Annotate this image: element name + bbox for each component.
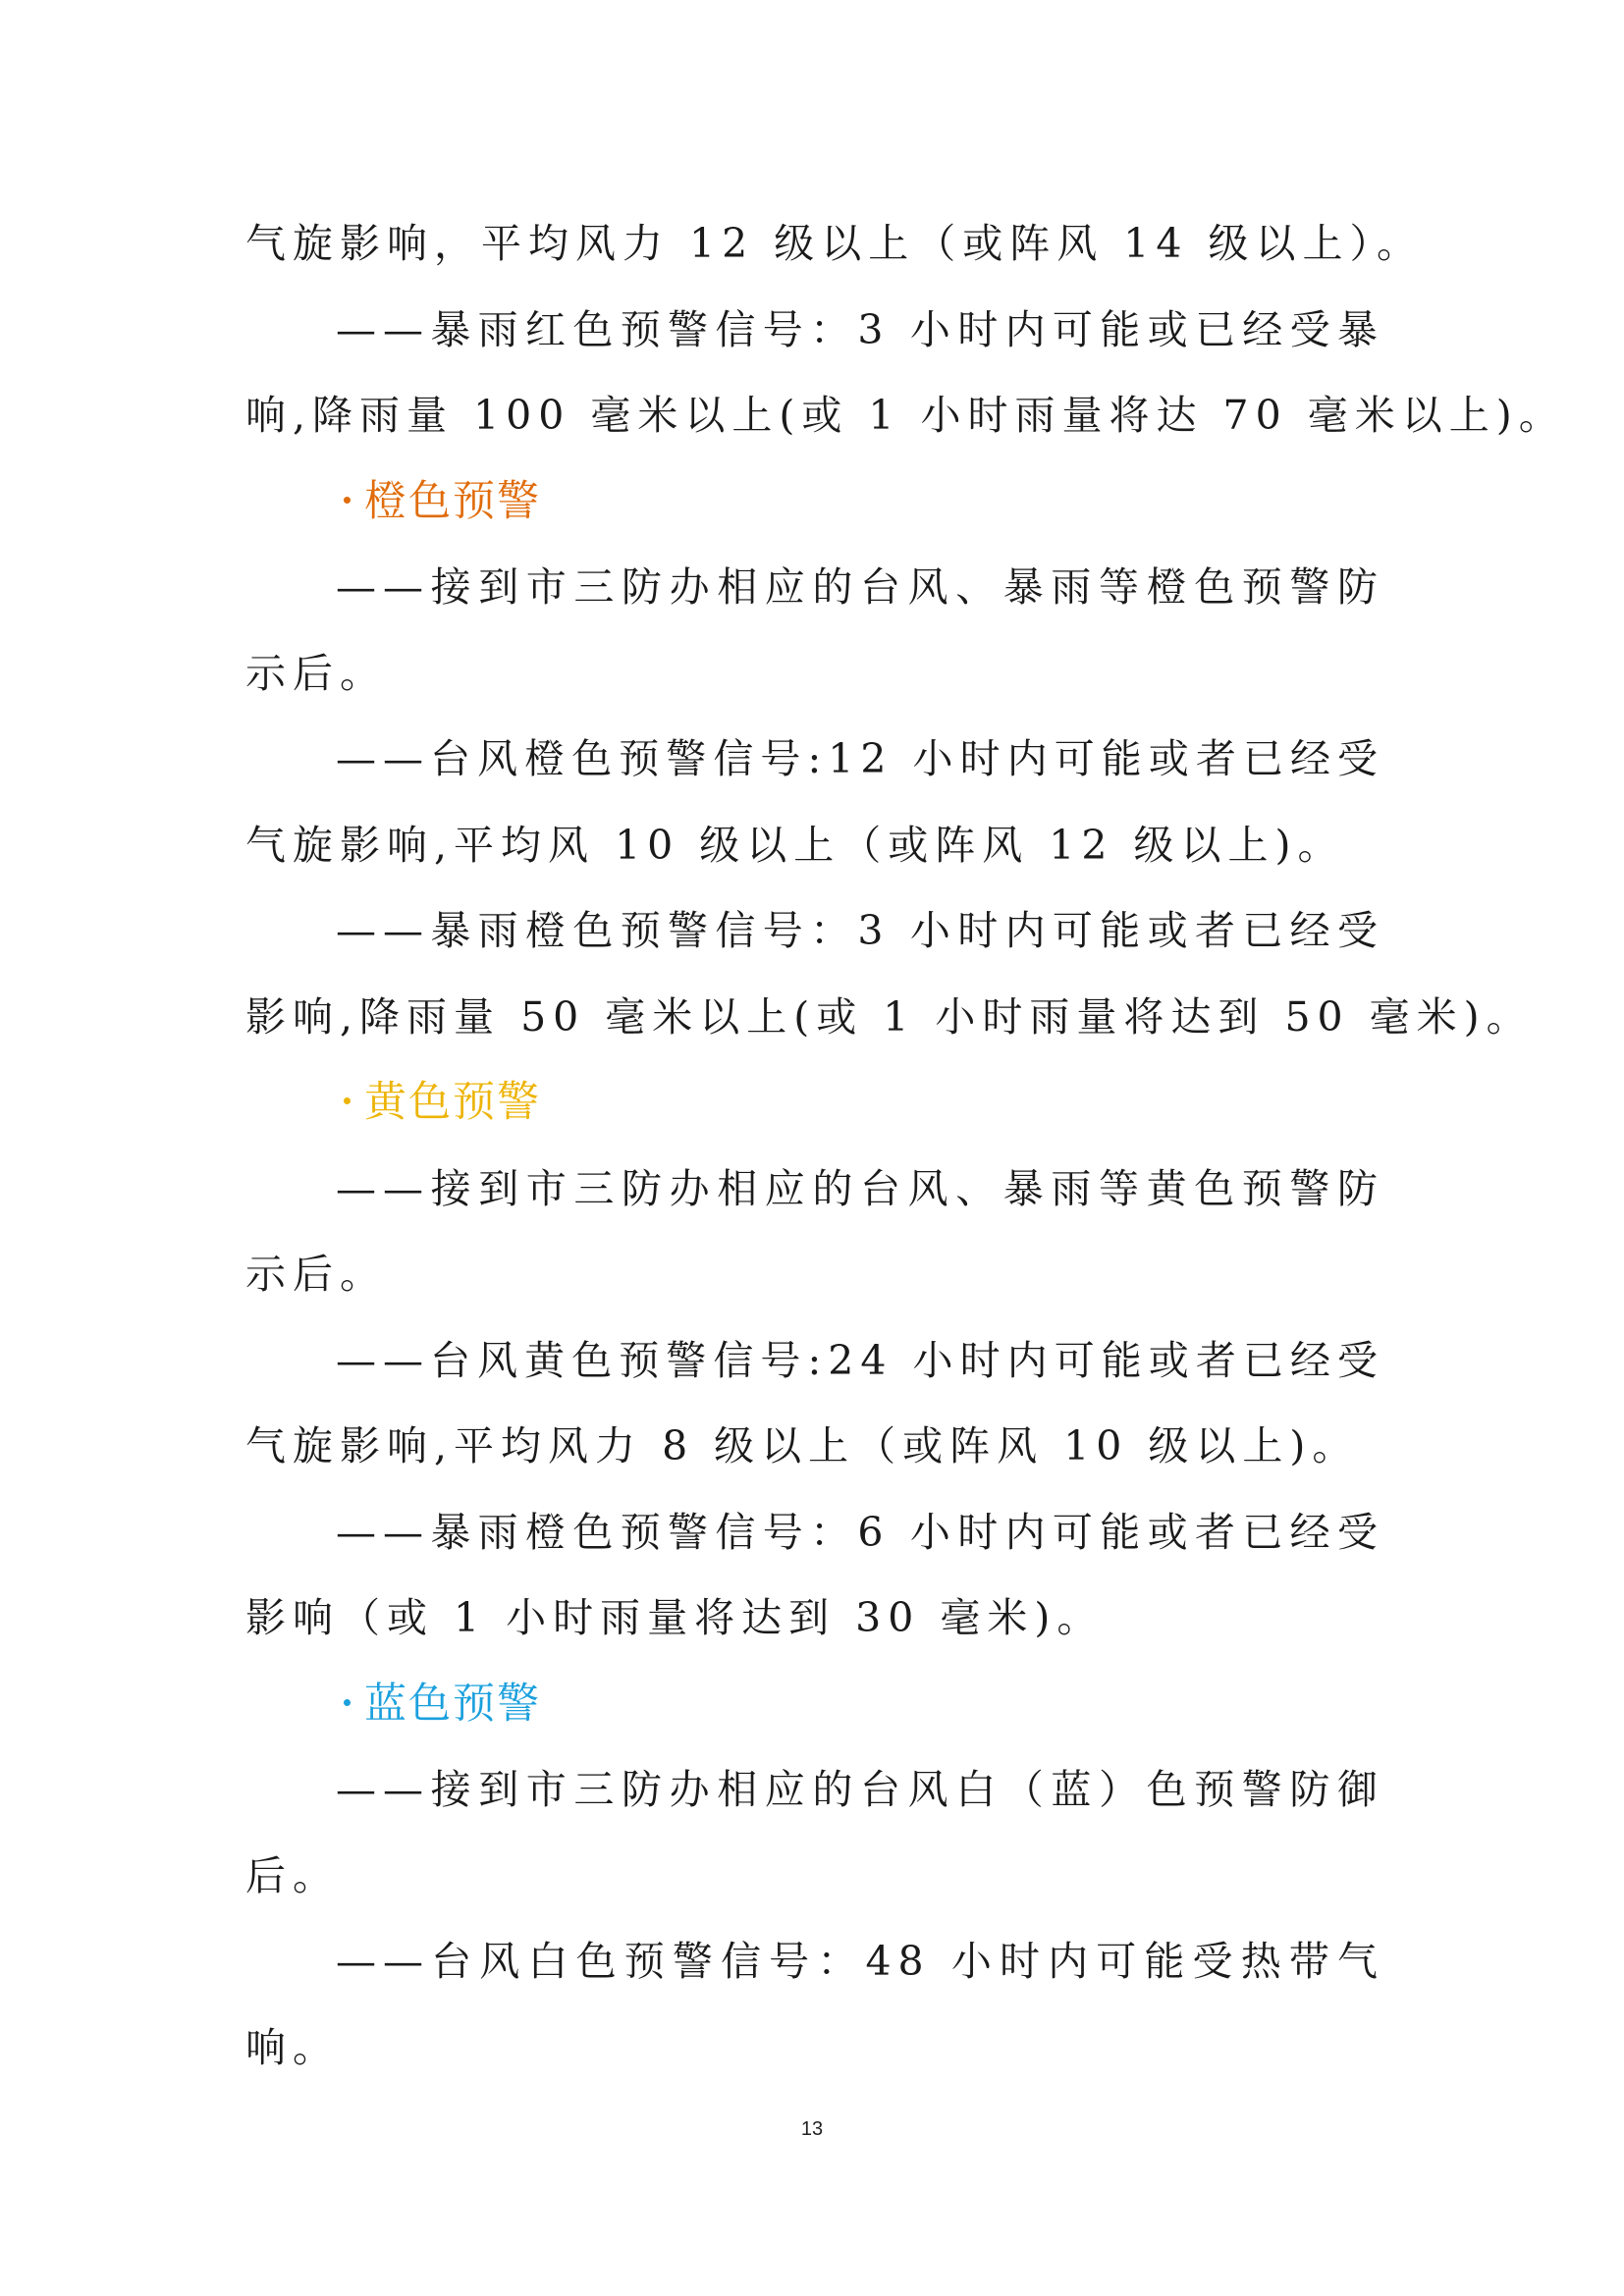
paragraph-line: ——台风黄色预警信号:24 小时内可能或者已经受 xyxy=(336,1336,1384,1384)
paragraph-line: 响,降雨量 100 毫米以上(或 1 小时雨量将达 70 毫米以上)。 xyxy=(245,392,1566,439)
bullet-dot-icon xyxy=(344,1097,351,1104)
bullet-dot-icon xyxy=(344,1699,351,1706)
heading-text: 橙色预警 xyxy=(364,476,541,526)
paragraph-line: 气旋影响,平均风 10 级以上（或阵风 12 级以上)。 xyxy=(245,821,1345,869)
paragraph-line: ——台风橙色预警信号:12 小时内可能或者已经受 xyxy=(336,735,1384,782)
paragraph-line: 示后。 xyxy=(245,1251,387,1298)
yellow-warning-heading xyxy=(245,1060,1384,1147)
paragraph-line: ——暴雨橙色预警信号：3 小时内可能或者已经受 xyxy=(336,907,1384,954)
paragraph-line: 响。 xyxy=(245,2023,340,2071)
paragraph-line: 后。 xyxy=(245,1851,340,1899)
heading-text: 蓝色预警 xyxy=(364,1679,541,1729)
paragraph-line: ——接到市三防办相应的台风、暴雨等黄色预警防 xyxy=(336,1164,1384,1212)
blue-warning-heading xyxy=(245,1662,1384,1748)
paragraph-line: ——接到市三防办相应的台风、暴雨等橙色预警防 xyxy=(336,563,1384,611)
paragraph-line: 示后。 xyxy=(245,649,387,697)
paragraph-line: 影响（或 1 小时雨量将达到 30 毫米)。 xyxy=(245,1594,1105,1641)
paragraph-line: 气旋影响,平均风力 8 级以上（或阵风 10 级以上)。 xyxy=(245,1422,1360,1469)
paragraph-line: ——暴雨红色预警信号：3 小时内可能或已经受暴 xyxy=(336,305,1384,353)
paragraph-line: ——接到市三防办相应的台风白（蓝）色预警防御 xyxy=(336,1766,1384,1813)
paragraph-line: ——暴雨橙色预警信号：6 小时内可能或者已经受 xyxy=(336,1508,1384,1556)
orange-warning-heading xyxy=(245,459,1384,546)
bullet-dot-icon xyxy=(344,497,351,504)
document-body xyxy=(245,201,1566,2091)
page-number: 13 xyxy=(800,2118,824,2140)
paragraph-line: 影响,降雨量 50 毫米以上(或 1 小时雨量将达到 50 毫米)。 xyxy=(245,992,1534,1041)
paragraph-line: ——台风白色预警信号：48 小时内可能受热带气 xyxy=(336,1938,1384,1985)
paragraph-line: 气旋影响，平均风力 12 级以上（或阵风 14 级以上）。 xyxy=(245,220,1424,267)
heading-text: 黄色预警 xyxy=(364,1078,541,1127)
